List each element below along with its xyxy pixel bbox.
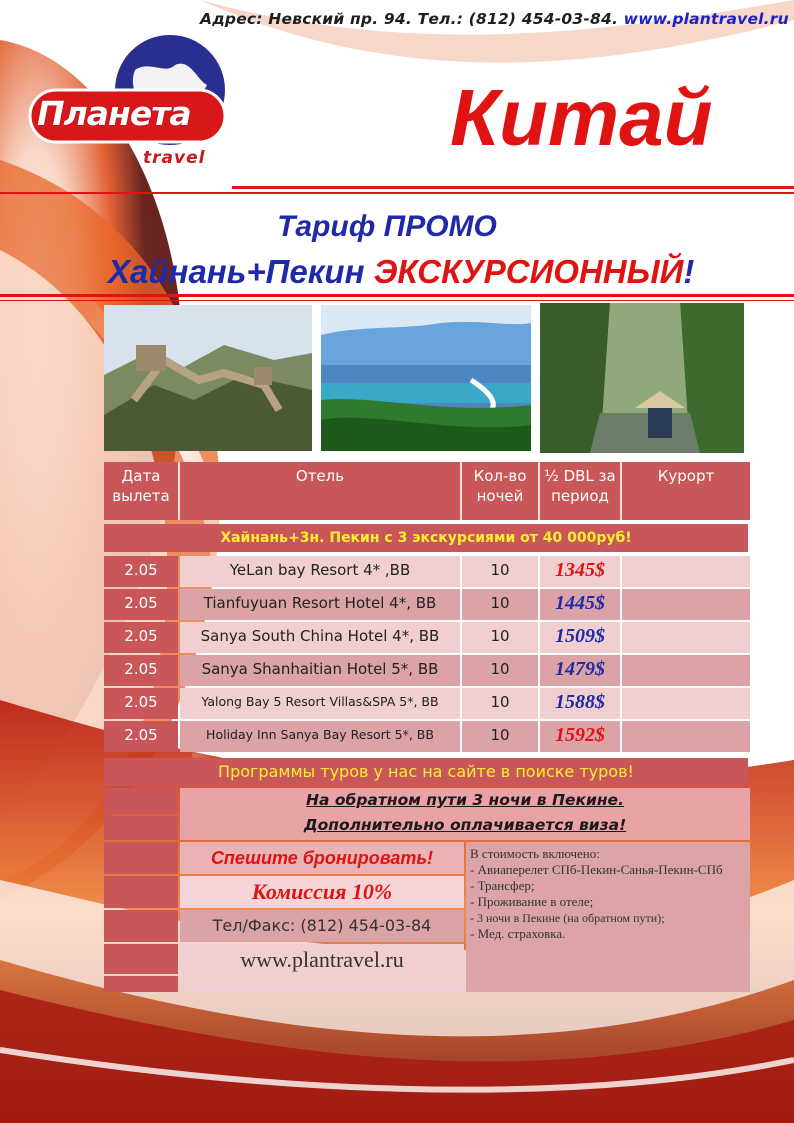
left-block — [104, 976, 178, 992]
photo-beach — [321, 305, 531, 451]
header-resort: Курорт — [622, 462, 750, 520]
header-price: ½ DBL за период — [540, 462, 622, 520]
row-date: 2.05 — [104, 622, 178, 653]
address-line — [200, 10, 790, 28]
row-nights: 10 — [462, 589, 538, 620]
subtitle-line1: Тариф ПРОМО — [277, 210, 497, 243]
table-row — [104, 589, 750, 620]
subtitle-highlight: ЭКСКУРСИОННЫЙ — [373, 253, 684, 290]
table-row — [104, 655, 750, 686]
table-band-programs: Программы туров у нас на сайте в поиске туров! — [104, 758, 748, 786]
row-nights: 10 — [462, 688, 538, 719]
row-price: 1345$ — [540, 556, 620, 587]
left-block — [104, 876, 178, 908]
row-date: 2.05 — [104, 688, 178, 719]
row-date: 2.05 — [104, 589, 178, 620]
table-row — [104, 688, 750, 719]
note-line1: На обратном пути 3 ночи в Пекине. — [306, 791, 624, 809]
row-nights: 10 — [462, 556, 538, 587]
row-hotel: YeLan bay Resort 4* ,BB — [180, 556, 460, 587]
left-block — [104, 842, 178, 874]
logo-sub: travel — [143, 148, 206, 168]
cta-site[interactable]: www.plantravel.ru — [180, 944, 464, 976]
cta-hurry: Спешите бронировать! — [180, 842, 464, 874]
cta-commission: Комиссия 10% — [180, 876, 464, 908]
row-nights: 10 — [462, 622, 538, 653]
table-row — [104, 721, 750, 752]
notes-box — [180, 788, 750, 840]
row-date: 2.05 — [104, 556, 178, 587]
row-nights: 10 — [462, 721, 538, 752]
row-resort — [622, 655, 750, 686]
left-block — [104, 944, 178, 974]
divider-mid — [0, 294, 794, 297]
included-box — [466, 842, 750, 992]
subtitle-destination: Хайнань+Пекин — [108, 253, 365, 290]
logo-name: Планета — [37, 94, 191, 133]
row-resort — [622, 589, 750, 620]
left-block — [104, 788, 178, 814]
row-hotel: Tianfuyuan Resort Hotel 4*, BB — [180, 589, 460, 620]
row-hotel: Sanya South China Hotel 4*, BB — [180, 622, 460, 653]
divider-top — [232, 186, 794, 189]
row-price: 1592$ — [540, 721, 620, 752]
page-title: Китай — [450, 73, 713, 162]
included-item: - 3 ночи в Пекине (на обратном пути); — [470, 911, 665, 925]
included-item: - Проживание в отеле; — [470, 894, 594, 909]
included-item: - Трансфер; — [470, 878, 535, 893]
photo-great-wall — [104, 305, 312, 451]
row-price: 1479$ — [540, 655, 620, 686]
row-resort — [622, 688, 750, 719]
logo — [25, 30, 235, 180]
row-nights: 10 — [462, 655, 538, 686]
divider-top-left — [0, 192, 794, 194]
row-date: 2.05 — [104, 721, 178, 752]
row-date: 2.05 — [104, 655, 178, 686]
note-line2: Дополнительно оплачивается виза! — [303, 816, 627, 834]
left-block — [104, 910, 178, 942]
included-item: - Авиаперелет СПб-Пекин-Санья-Пекин-СПб — [470, 862, 723, 877]
photo-river — [540, 303, 744, 453]
cta-empty — [180, 978, 464, 992]
row-hotel: Holiday Inn Sanya Bay Resort 5*, BB — [180, 721, 460, 752]
subtitle-exclamation: ! — [683, 253, 695, 290]
included-item: - Мед. страховка. — [470, 926, 566, 941]
row-hotel: Sanya Shanhaitian Hotel 5*, BB — [180, 655, 460, 686]
row-resort — [622, 721, 750, 752]
subtitle-line2 — [108, 253, 694, 291]
address-text: Адрес: Невский пр. 94. Тел.: (812) 454-03-84. — [200, 10, 619, 28]
row-resort — [622, 556, 750, 587]
row-price: 1509$ — [540, 622, 620, 653]
row-resort — [622, 622, 750, 653]
website-link[interactable]: www.plantravel.ru — [623, 10, 789, 28]
left-block — [104, 816, 178, 840]
included-title: В стоимость включено: — [470, 846, 600, 861]
row-price: 1445$ — [540, 589, 620, 620]
table-row — [104, 622, 750, 653]
header-date: Дата вылета — [104, 462, 180, 520]
row-price: 1588$ — [540, 688, 620, 719]
divider-mid-thin — [0, 300, 794, 301]
header-nights: Кол-во ночей — [462, 462, 540, 520]
row-hotel: Yalong Bay 5 Resort Villas&SPA 5*, BB — [180, 688, 460, 719]
header-hotel: Отель — [180, 462, 462, 520]
cta-phone: Тел/Факс: (812) 454-03-84 — [180, 910, 464, 942]
table-row — [104, 556, 750, 587]
table-band-promo: Хайнань+3н. Пекин с 3 экскурсиями от 40 000руб! — [104, 524, 748, 552]
